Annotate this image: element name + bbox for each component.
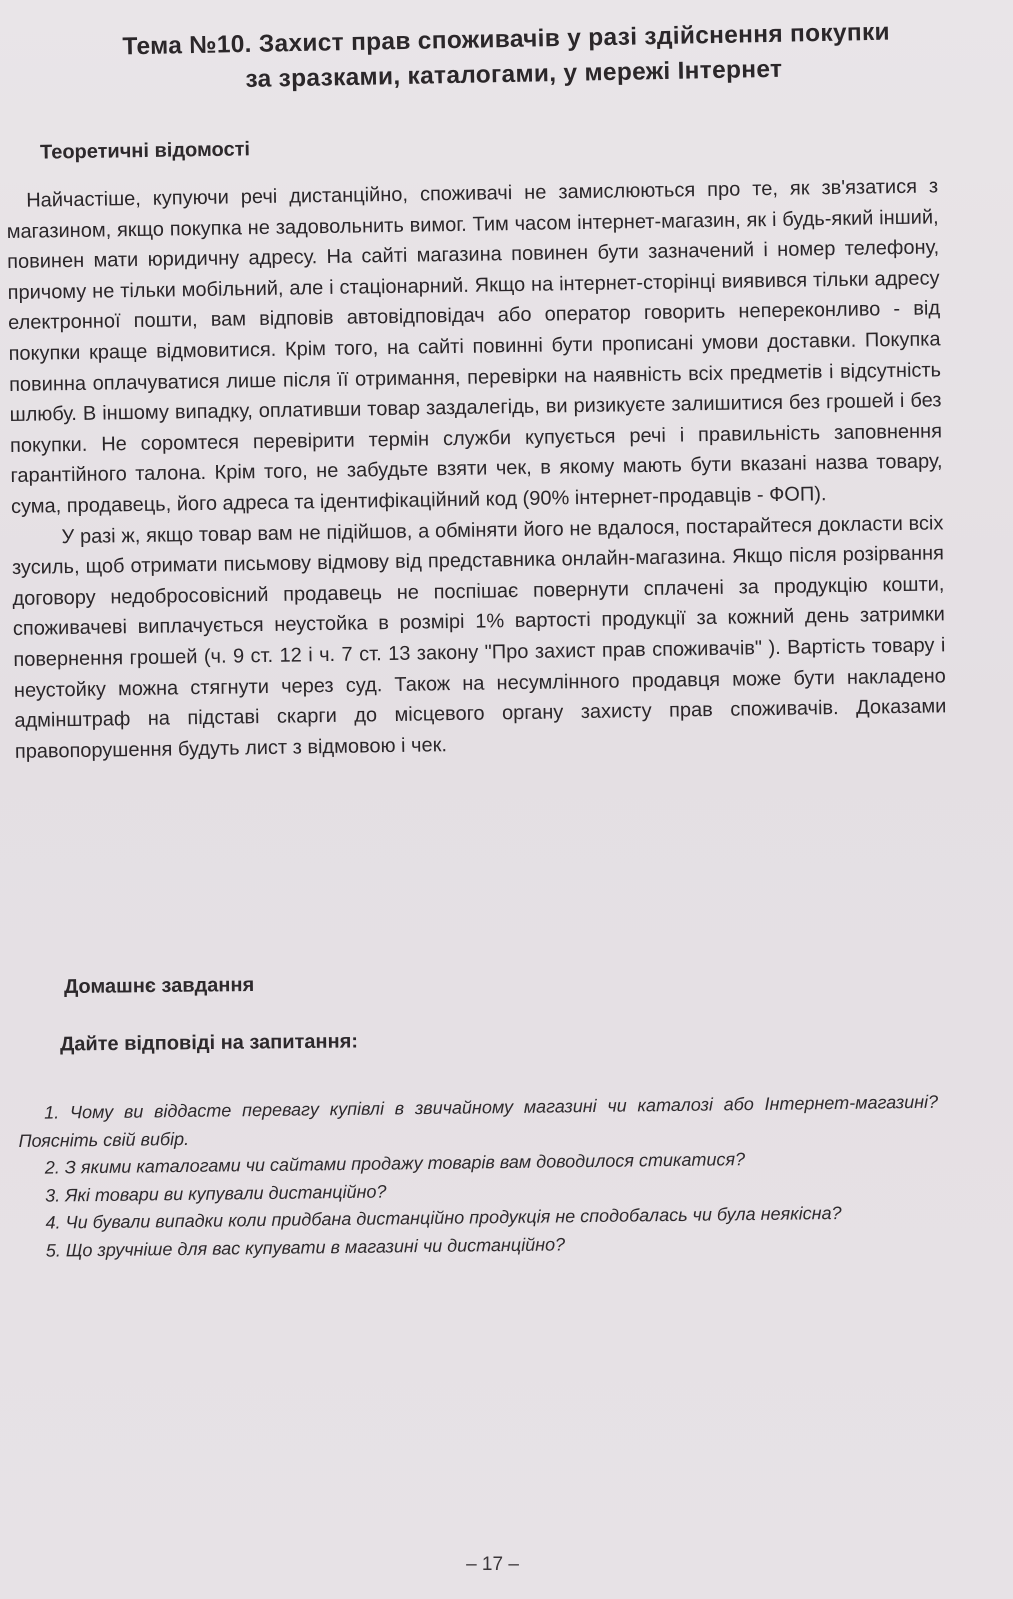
- paragraph-1: Найчастіше, купуючи речі дистанційно, споживачі не замислюються про те, як зв'язатися з магазином, якщо покупка не задовольнить вимог. Тим часом інтернет-магазин, як і будь-який інший, повинен мати юридичну адресу. На сайті магазина повинен бути зазначений і номер телефону, причому не тільки мобільний, але і стаціонарний. Якщо на інтернет-сторінці виявився тільки адресу електронної пошти, вам відповів автовідповідач або оператор говорить непереконливо - від покупки краще відмовитися. Крім того, на сайті повинні бути прописані умови доставки. Покупка повинна оплачуватися лише після її отримання, перевірки на наявність всіх предметів і відсутність шлюбу. В іншому випадку, оплативши товар заздалегідь, ви ризикуєте залишитися без грошей і без покупки. Не соромтеся перевірити термін служби купується речі і правильність заповнення гарантійного талона. Крім того, не забудьте взяти чек, в якому мають бути вказані назва товару, сума, продавець, його адреса та ідентифікаційний код (90% інтернет-продавців - ФОП).: [6, 175, 943, 518]
- question-1: 1. Чому ви віддасте перевагу купівлі в звичайному магазині чи каталозі або Інтернет-магазині? Поясніть свій вибір.: [18, 1091, 939, 1151]
- theory-heading: Теоретичні відомості: [39, 138, 251, 164]
- question-2: 2. З якими каталогами чи сайтами продажу товарів вам доводилося стикатися?: [44, 1149, 746, 1178]
- question-4: 4. Чи бували випадки коли придбана дистанційно продукція не сподобалась чи була неякісна?: [45, 1202, 842, 1233]
- paragraph-2: У разі ж, якщо товар вам не підійшов, а обміняти його не вдалося, постарайтеся докласти всіх зусиль, щоб отримати письмову відмову від представника онлайн-магазина. Якщо після розірвання договору недобросовісний продавець не поспішає повернути сплачені за продукцію кошти, споживачеві виплачується неустойка в розмірі 1% вартості продукції за кожний день затримки повернення грошей (ч. 9 ст. 12 і ч. 7 ст. 13 закону "Про захист прав споживачів" ). Вартість товару і неустойку можна стягнути через суд. Також на несумлінного продавця може бути накладено адмінштраф на підставі скарги до місцевого органу захисту прав споживачів. Доказами правопорушення будуть лист з відмовою і чек.: [11, 511, 947, 763]
- theory-text: [6, 171, 947, 767]
- question-5: 5. Що зручніше для вас купувати в магазині чи дистанційно?: [45, 1233, 566, 1261]
- questions-heading: Дайте відповіді на запитання:: [59, 1030, 359, 1056]
- title-line-1: Тема №10. Захист прав споживачів у разі здійснення покупки: [122, 18, 891, 61]
- homework-heading: Домашнє завдання: [63, 974, 255, 998]
- title-line-2: за зразками, каталогами, у мережі Інтернет: [245, 55, 783, 94]
- page-number: – 17 –: [466, 1554, 519, 1575]
- questions-list: [18, 1089, 940, 1265]
- question-3: 3. Які товари ви купували дистанційно?: [45, 1181, 387, 1206]
- page-title: [0, 12, 1013, 101]
